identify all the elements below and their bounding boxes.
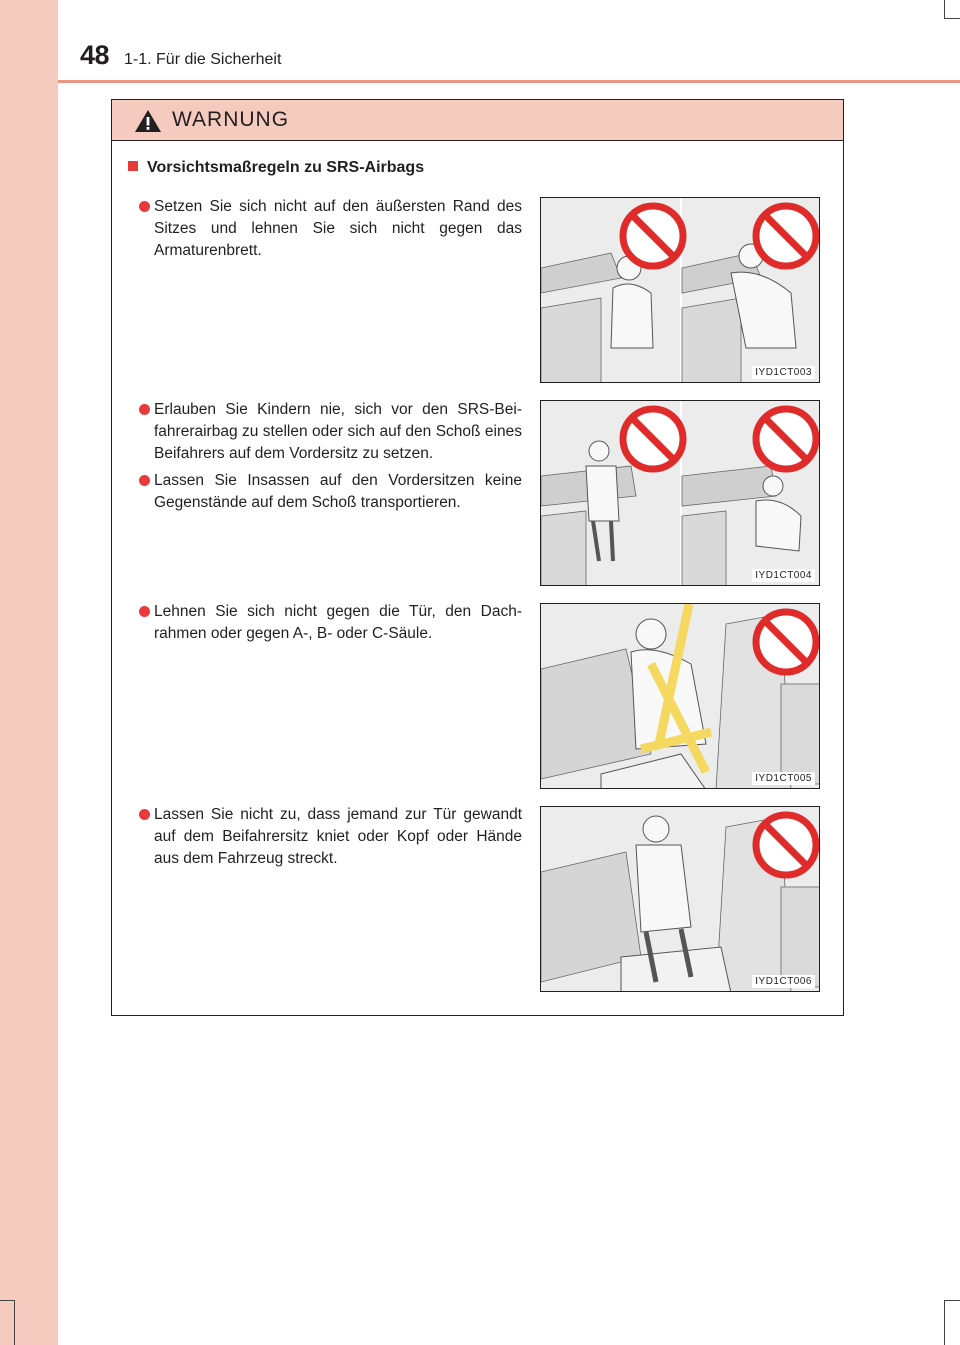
- illustration-kneeling-on-seat: [540, 806, 820, 992]
- bullet-icon: [139, 201, 150, 212]
- illustration-code: IYD1CT005: [752, 772, 815, 785]
- illustration-code: IYD1CT003: [752, 366, 815, 379]
- warning-triangle-icon: [134, 109, 162, 133]
- warning-item: [154, 804, 522, 870]
- crop-mark: [944, 0, 945, 18]
- warning-label: WARNUNG: [172, 108, 290, 131]
- bullet-icon: [139, 475, 150, 486]
- warning-item: [154, 601, 522, 645]
- illustration-leaning-on-dashboard: [540, 197, 820, 383]
- side-color-strip: [0, 0, 58, 1345]
- crop-mark: [944, 18, 960, 19]
- warning-item-text: Lassen Sie Insassen auf den Vordersitzen keine Gegenstände auf dem Schoß transportieren.: [154, 472, 522, 511]
- illustration-child-near-airbag: [540, 400, 820, 586]
- illustration-leaning-on-door: [540, 603, 820, 789]
- bullet-icon: [139, 606, 150, 617]
- crop-mark: [944, 1300, 945, 1345]
- square-bullet-icon: [128, 161, 138, 171]
- bullet-icon: [139, 809, 150, 820]
- section-heading-text: Vorsichtsmaßregeln zu SRS-Airbags: [147, 159, 425, 176]
- illustration-code: IYD1CT006: [752, 975, 815, 988]
- warning-item-text: Setzen Sie sich nicht auf den äußersten Rand des Sitzes und lehnen Sie sich nicht gegen das Armaturenbrett.: [154, 198, 522, 259]
- crop-mark: [0, 1300, 14, 1301]
- section-heading: [128, 159, 424, 177]
- warning-item-text: Erlauben Sie Kindern nie, sich vor den SRS-Bei-fahrerairbag zu stellen oder sich auf den Schoß eines Beifahrers auf dem Vordersitz zu setzen.: [154, 401, 522, 462]
- illustration-code: IYD1CT004: [752, 569, 815, 582]
- warning-item: [154, 470, 522, 514]
- section-title: 1-1. Für die Sicherheit: [124, 51, 282, 68]
- header-rule: [58, 80, 960, 83]
- warning-item-text: Lassen Sie nicht zu, dass jemand zur Tür gewandt auf dem Beifahrersitz kniet oder Kopf oder Hände aus dem Fahrzeug streckt.: [154, 806, 522, 867]
- crop-mark: [14, 1300, 15, 1345]
- warning-item: [154, 196, 522, 262]
- warning-item-text: Lehnen Sie sich nicht gegen die Tür, den Dach-rahmen oder gegen A-, B- oder C-Säule.: [154, 603, 522, 642]
- page-number: 48: [80, 40, 110, 70]
- bullet-icon: [139, 404, 150, 415]
- warning-header: [112, 100, 843, 141]
- crop-mark: [944, 1300, 960, 1301]
- warning-box: [111, 99, 844, 1016]
- warning-item: [154, 399, 522, 465]
